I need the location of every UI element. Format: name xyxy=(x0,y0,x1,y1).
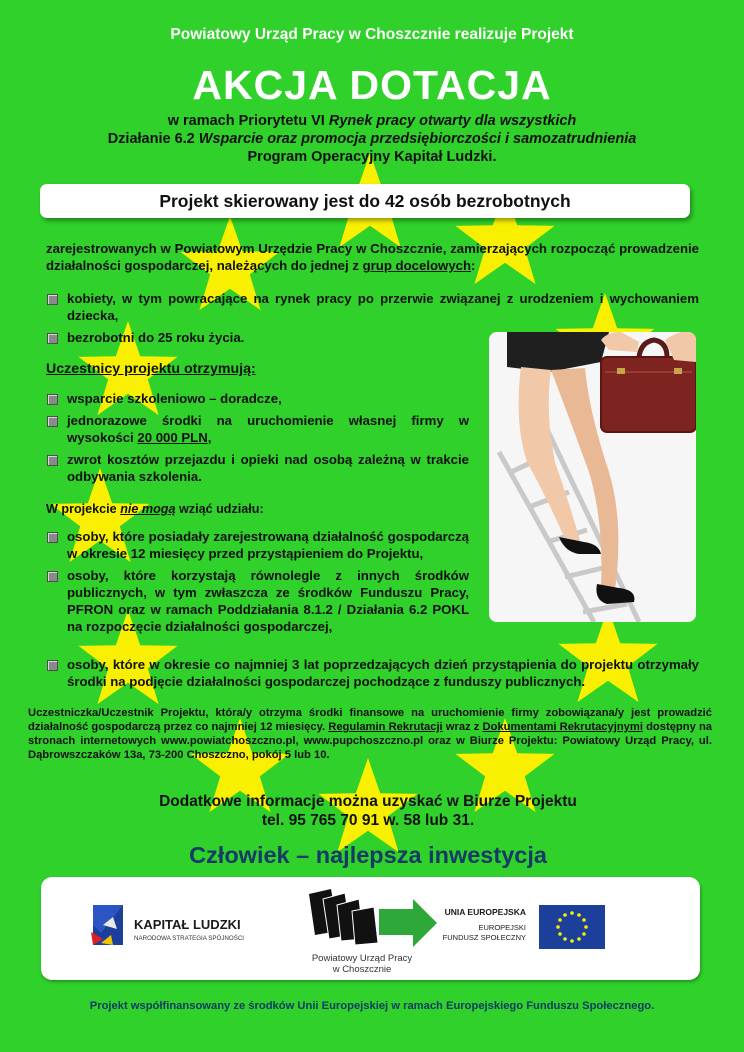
benefits-heading: Uczestnicy projektu otrzymują: xyxy=(46,361,256,377)
list-item-end: , xyxy=(207,430,212,445)
pup-name-line-2: w Choszcznie xyxy=(332,964,392,975)
bullet-icon xyxy=(47,394,58,405)
bullet-icon xyxy=(47,333,58,344)
list-item xyxy=(46,390,469,407)
list-item xyxy=(46,451,469,485)
obligation-text: wraz z xyxy=(442,721,483,733)
exclusions-list xyxy=(46,528,469,640)
bullet-icon xyxy=(47,455,58,466)
measure-name: Wsparcie oraz promocja przedsiębiorczości i samozatrudnienia xyxy=(198,131,637,147)
obligation-text: dostępny na stronach internetowych www.powiatchoszczno.pl, www.pupchoszczno.pl oraz w Biurze Projektu: Powiatowy Urząd Pracy, ul. Dąbrowszczaków 13a, 73-200 Choszczno, pokój 5 lub 10. xyxy=(28,721,713,761)
priority-name: Rynek pracy otwarty dla wszystkich xyxy=(328,113,577,129)
list-item-text: wsparcie szkoleniowo – doradcze, xyxy=(67,391,282,406)
pup-logo xyxy=(309,889,437,975)
list-item xyxy=(46,290,699,324)
exclusions-emphasis: nie mogą xyxy=(120,502,176,516)
list-item xyxy=(46,656,699,690)
businesswoman-photo xyxy=(489,332,696,622)
subtitle-line-2-prefix: Działanie 6.2 xyxy=(107,131,199,147)
eu-line-3: FUNDUSZ SPOŁECZNY xyxy=(442,933,526,942)
list-item-text: kobiety, w tym powracające na rynek pracy po przerwie związanej z urodzeniem i wychowaniem dziecka, xyxy=(67,291,699,323)
intro-end: : xyxy=(471,258,476,273)
list-item-text: osoby, które posiadały zarejestrowaną działalność gospodarczą w okresie 12 miesięcy przed przystąpieniem do Projektu, xyxy=(67,529,469,561)
eu-line-1: UNIA EUROPEJSKA xyxy=(444,907,526,917)
subtitle-line-1-prefix: w ramach Priorytetu VI xyxy=(167,113,329,129)
eu-logo xyxy=(443,905,605,949)
bullet-icon xyxy=(47,660,58,671)
target-banner: Projekt skierowany jest do 42 osób bezrobotnych xyxy=(40,184,690,218)
subtitle-line-2 xyxy=(0,130,744,148)
phone-number: tel. 95 765 70 91 w. 58 lub 31. xyxy=(261,812,475,829)
arrow-icon xyxy=(379,899,437,947)
intro-paragraph xyxy=(46,240,699,274)
exclusions-prefix: W projekcie xyxy=(46,502,121,516)
pup-name-line-1: Powiatowy Urząd Pracy xyxy=(311,953,413,964)
regulations-link[interactable]: Regulamin Rekrutacji xyxy=(328,721,443,733)
logo-bar xyxy=(41,877,700,980)
bullet-icon xyxy=(47,416,58,427)
logos xyxy=(41,877,700,980)
footer-note: Projekt współfinansowany ze środków Unii Europejskiej w ramach Europejskiego Funduszu Społecznego. xyxy=(89,1000,655,1012)
documents-link[interactable]: Dokumentami Rekrutacyjnymi xyxy=(482,721,643,733)
kl-subtitle: NARODOWA STRATEGIA SPÓJNOŚCI xyxy=(134,935,245,942)
subtitle-line-1 xyxy=(0,112,744,130)
list-item xyxy=(46,528,469,562)
list-item-text: osoby, które w okresie co najmniej 3 lat poprzedzających dzień przystąpienia do projektu otrzymały środki na podjęcie działalności gospodarczej pochodzące z funduszy publicznych. xyxy=(67,657,699,689)
list-item xyxy=(46,567,469,635)
obligation-paragraph xyxy=(28,706,712,762)
subtitle-line-3: Program Operacyjny Kapitał Ludzki. xyxy=(247,149,497,165)
list-item-text: zwrot kosztów przejazdu i opieki nad osobą zależną w trakcie odbywania szkolenia. xyxy=(67,452,469,484)
obligation-text: Uczestniczka/Uczestnik Projektu, która/y otrzyma środki finansowe na uruchomienie firmy zobowiązana/y jest prowadzić działalność gospodarczą przez co najmniej 12 miesięcy. xyxy=(28,707,712,733)
contact-block xyxy=(0,792,736,830)
grant-amount: 20 000 PLN xyxy=(137,430,208,445)
list-item-text: osoby, które korzystają równolegle z innych środków publicznych, w tym zwłaszcza ze środków Funduszu Pracy, PFRON oraz w ramach Poddziałania 8.1.2 / Działania 6.2 POKL na rozpoczęcie działalności gospodarczej, xyxy=(67,568,469,634)
kl-title: KAPITAŁ LUDZKI xyxy=(134,917,241,932)
exclusions-heading xyxy=(46,502,264,516)
exclusions-suffix: wziąć udziału: xyxy=(175,502,264,516)
list-item xyxy=(46,412,469,446)
list-item-text: jednorazowe środki na uruchomienie własnej firmy w wysokości xyxy=(67,413,469,445)
slogan: Człowiek – najlepsza inwestycja xyxy=(189,842,547,868)
eu-line-2: EUROPEJSKI xyxy=(478,923,526,932)
list-item-text: bezrobotni do 25 roku życia. xyxy=(67,330,245,345)
bullet-icon xyxy=(47,294,58,305)
photo-illustration xyxy=(489,332,696,622)
bullet-icon xyxy=(47,571,58,582)
page-title: AKCJA DOTACJA xyxy=(192,62,552,108)
contact-line: Dodatkowe informacje można uzyskać w Biurze Projektu xyxy=(159,793,577,810)
target-groups-link: grup docelowych xyxy=(362,258,472,273)
benefits-list xyxy=(46,390,469,490)
bullet-icon xyxy=(47,532,58,543)
subtitle-block xyxy=(0,112,744,166)
kapital-ludzki-logo xyxy=(91,905,244,945)
intro-text: zarejestrowanych w Powiatowym Urzędzie Pracy w Choszcznie, zamierzających rozpocząć prowadzenie działalności gospodarczej, należących do jednej z xyxy=(46,241,699,273)
exclusions-list-continued xyxy=(46,656,699,695)
organizer-line: Powiatowy Urząd Pracy w Choszcznie realizuje Projekt xyxy=(170,26,574,43)
